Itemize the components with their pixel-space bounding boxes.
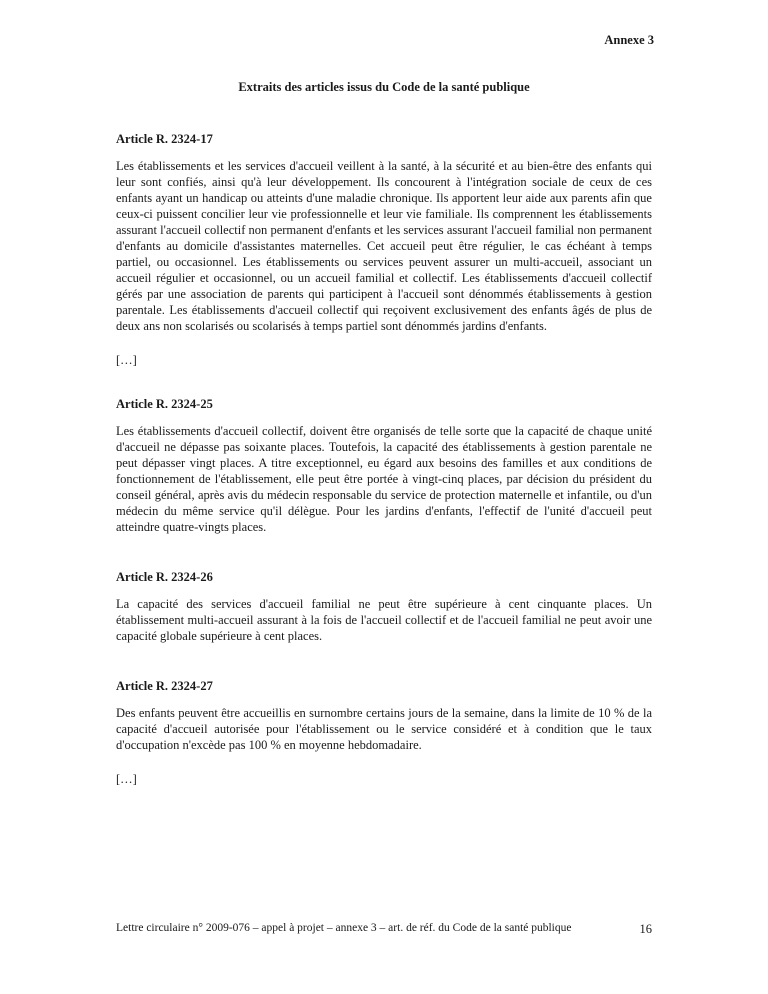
article-heading: Article R. 2324-26 bbox=[116, 570, 213, 584]
document-title: Extraits des articles issus du Code de la santé publique bbox=[238, 80, 530, 94]
article-heading: Article R. 2324-25 bbox=[116, 397, 213, 411]
page-number: 16 bbox=[639, 922, 652, 936]
document-content bbox=[116, 131, 652, 787]
annex-label: Annexe 3 bbox=[604, 33, 654, 47]
article-body: Des enfants peuvent être accueillis en surnombre certains jours de la semaine, dans la limite de 10 % de la capacité d'accueil autorisée pour l'établissement ou le service considéré et à condition que le taux d'occupation n'excède pas 100 % en moyenne hebdomadaire. bbox=[116, 706, 652, 752]
article-heading: Article R. 2324-27 bbox=[116, 679, 213, 693]
article-r2324-26 bbox=[116, 569, 652, 644]
article-body: Les établissements d'accueil collectif, doivent être organisés de telle sorte que la capacité de chaque unité d'accueil ne dépasse pas soixante places. Toutefois, la capacité des établissements à gestion parentale ne peut dépasser vingt places. A titre exceptionnel, eu égard aux besoins des familles et aux conditions de fonctionnement de l'établissement, elle peut être portée à vingt-cinq places, par décision du président du conseil général, après avis du médecin responsable du service de protection maternelle et infantile, ou d'un médecin du même service qu'il délègue. Pour les jardins d'enfants, l'effectif de l'unité d'accueil peut atteindre quatre-vingts places. bbox=[116, 424, 652, 534]
article-heading: Article R. 2324-17 bbox=[116, 132, 213, 146]
article-r2324-17 bbox=[116, 131, 652, 334]
article-r2324-27 bbox=[116, 678, 652, 753]
article-body: La capacité des services d'accueil familial ne peut être supérieure à cent cinquante places. Un établissement multi-accueil assurant à la fois de l'accueil collectif et de l'accueil familial ne peut avoir une capacité globale supérieure à cent places. bbox=[116, 597, 652, 643]
article-body: Les établissements et les services d'accueil veillent à la santé, à la sécurité et au bien-être des enfants qui leur sont confiés, ainsi qu'à leur développement. Ils concourent à l'intégration sociale de ceux de ces enfants ayant un handicap ou atteints d'une maladie chronique. Ils apportent leur aide aux parents afin que ceux-ci puissent concilier leur vie professionnelle et leur vie familiale. Ils comprennent les établissements assurant l'accueil collectif non permanent d'enfants et les services assurant l'accueil familial non permanent d'enfants au domicile d'assistantes maternelles. Cet accueil peut être régulier, le cas échéant à temps partiel, ou occasionnel. Les établissements ou services peuvent assurer un multi-accueil, associant un accueil régulier et occasionnel, ou un accueil familial et collectif. Les établissements d'accueil collectif gérés par une association de parents qui participent à l'accueil sont dénommés établissements à gestion parentale. Les établissements d'accueil collectif qui reçoivent exclusivement des enfants âgés de plus de deux ans non scolarisés ou scolarisés à temps partiel sont dénommés jardins d'enfants. bbox=[116, 159, 652, 333]
footer-text: Lettre circulaire n° 2009-076 – appel à projet – annexe 3 – art. de réf. du Code de la santé publique bbox=[116, 922, 572, 934]
omission-marker: […] bbox=[116, 772, 137, 786]
omission-marker: […] bbox=[116, 353, 137, 367]
article-r2324-25 bbox=[116, 396, 652, 535]
